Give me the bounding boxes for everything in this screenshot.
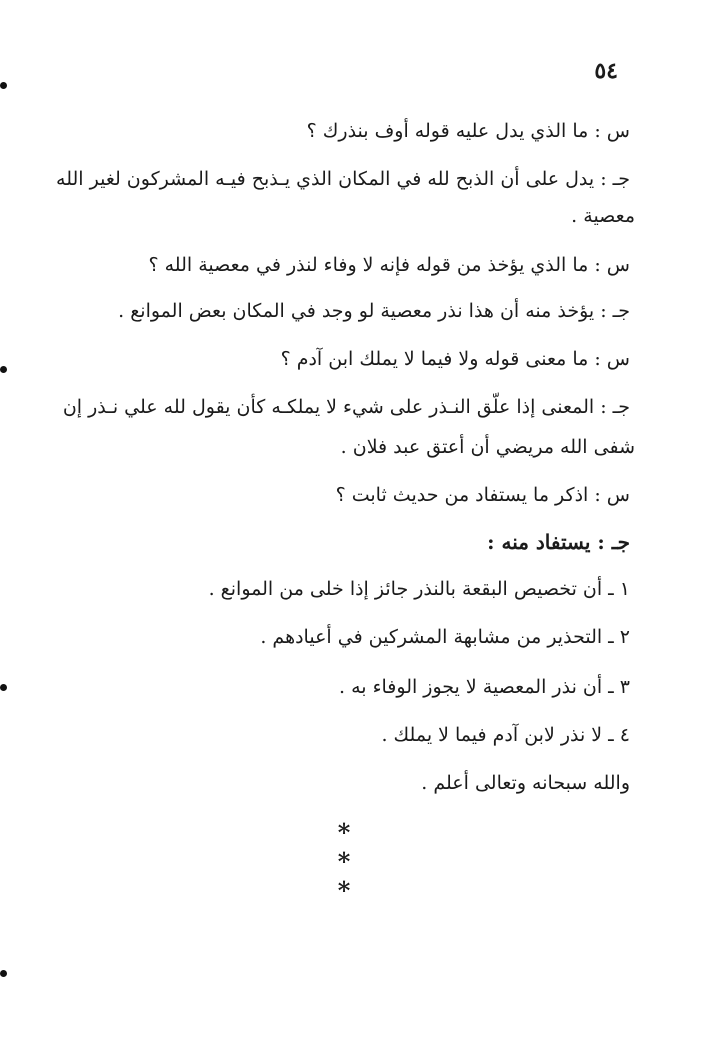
scan-mark: [0, 970, 7, 977]
answer-continuation-line: شفى الله مريضي أن أعتق عبد فلان .: [340, 436, 635, 458]
numbered-item: ٢ ـ التحذير من مشابهة المشركين في أعيادهم .: [260, 626, 630, 648]
scan-mark: [0, 82, 7, 89]
answer-heading: جـ : يستفاد منه :: [487, 530, 630, 554]
question-line: س : اذكر ما يستفاد من حديث ثابت ؟: [335, 484, 630, 506]
numbered-item: ١ ـ أن تخصيص البقعة بالنذر جائز إذا خلى من الموانع .: [208, 578, 630, 600]
numbered-item: ٤ ـ لا نذر لابن آدم فيما لا يملك .: [381, 724, 630, 746]
scan-mark: [0, 684, 7, 691]
scan-mark: [0, 366, 7, 373]
answer-continuation-line: معصية .: [571, 205, 635, 227]
section-separator: * * *: [337, 818, 371, 905]
answer-line: جـ : يؤخذ منه أن هذا نذر معصية لو وجد في المكان بعض الموانع .: [118, 300, 630, 322]
numbered-item: ٣ ـ أن نذر المعصية لا يجوز الوفاء به .: [338, 676, 630, 698]
answer-line: جـ : يدل على أن الذبح لله في المكان الذي يـذبح فيـه المشركون لغير الله: [56, 168, 630, 190]
question-line: س : ما معنى قوله ولا فيما لا يملك ابن آدم ؟: [280, 348, 630, 370]
question-line: س : ما الذي يدل عليه قوله أوف بنذرك ؟: [306, 120, 630, 142]
page-number: ٥٤: [594, 58, 618, 84]
closing-line: والله سبحانه وتعالى أعلم .: [421, 772, 630, 794]
answer-line: جـ : المعنى إذا علّق النـذر على شيء لا يملكـه كأن يقول لله علي نـذر إن: [62, 396, 630, 418]
question-line: س : ما الذي يؤخذ من قوله فإنه لا وفاء لنذر في معصية الله ؟: [148, 254, 630, 276]
